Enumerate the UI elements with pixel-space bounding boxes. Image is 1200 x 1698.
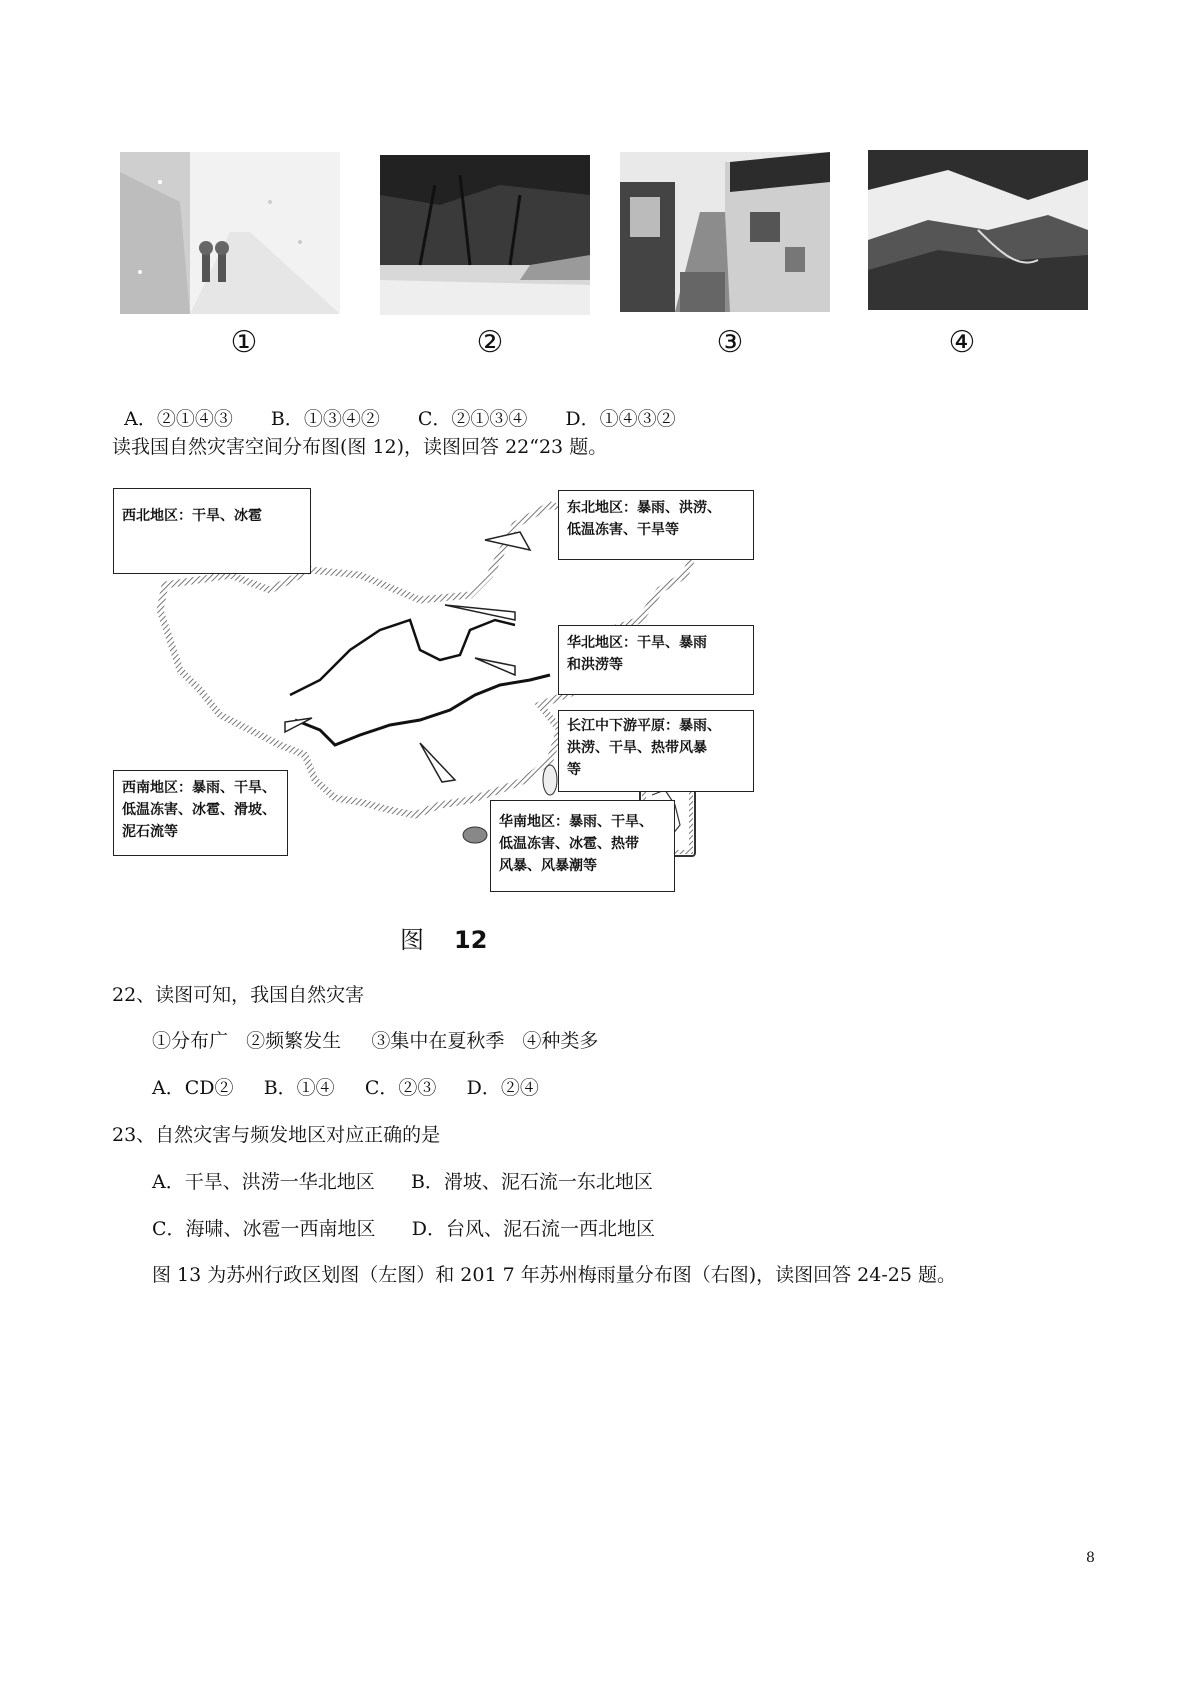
photo-label-4: ④ [948, 325, 976, 360]
callout-yangtze [558, 710, 754, 792]
q21-option-b-text: ①③④② [303, 408, 380, 430]
photo-2-palm-beach [380, 155, 590, 315]
photo-label-2: ② [476, 325, 504, 360]
q21-option-b-letter: B． [270, 408, 304, 430]
q21-option-c-text: ②①③④ [451, 408, 528, 430]
photo-4-mountains [868, 150, 1088, 310]
callout-south-line2: 低温冻害、冰雹、热带 [499, 836, 639, 852]
q22-stem: 22、读图可知，我国自然灾害 [112, 984, 365, 1006]
figure-caption-char: 图 [400, 926, 424, 954]
callout-southwest-line2: 低温冻害、冰雹、滑坡、 [122, 802, 276, 818]
q21-option-c-letter: C． [417, 408, 452, 430]
q21-option-a-text: ②①④③ [156, 408, 233, 430]
callout-northeast [558, 490, 754, 560]
photo-label-1: ① [230, 325, 258, 360]
photo-label-3: ③ [716, 325, 744, 360]
q22-options: A．CD② B．①④ C．②③ D．②④ [152, 1077, 539, 1099]
callout-south-line3: 风暴、风暴潮等 [499, 858, 597, 874]
callout-yangtze-line3: 等 [567, 762, 581, 778]
callout-northeast-line2: 低温冻害、干旱等 [567, 522, 679, 538]
page-number: 8 [1086, 1550, 1095, 1566]
callout-south-china [490, 800, 675, 892]
callout-south-line1: 华南地区：暴雨、干旱、 [499, 814, 653, 830]
callout-southwest-line3: 泥石流等 [122, 824, 178, 840]
callout-northwest-text: 西北地区：干旱、冰雹 [122, 508, 262, 524]
callout-southwest [113, 770, 288, 856]
figure-caption-number: 12 [454, 926, 488, 954]
q23-options-row1: A．干旱、洪涝一华北地区 B．滑坡、泥石流一东北地区 [152, 1171, 653, 1193]
callout-north-line2: 和洪涝等 [567, 657, 623, 673]
q21-option-d-text: ①④③② [599, 408, 676, 430]
callout-northwest [113, 488, 311, 574]
q23-stem: 23、自然灾害与频发地区对应正确的是 [112, 1124, 441, 1146]
q21-option-a-letter: A． [124, 408, 157, 430]
callout-yangtze-line2: 洪涝、干旱、热带风暴 [567, 740, 707, 756]
callout-north-line1: 华北地区：干旱、暴雨 [567, 635, 707, 651]
photo-3-water-town [620, 152, 830, 312]
q21-option-d-letter: D． [565, 408, 600, 430]
q22-statements: ①分布广 ②频繁发生 ③集中在夏秋季 ④种类多 [152, 1030, 599, 1052]
q21-options [112, 382, 676, 431]
callout-northeast-line1: 东北地区：暴雨、洪涝、 [567, 500, 721, 516]
callout-north-china [558, 625, 754, 695]
callout-southwest-line1: 西南地区：暴雨、干旱、 [122, 780, 276, 796]
q24-intro: 图 13 为苏州行政区划图（左图）和 201 7 年苏州梅雨量分布图（右图)，读图回答 24-25 题。 [152, 1264, 956, 1286]
q23-options-row2: C．海啸、冰雹一西南地区 D．台风、泥石流一西北地区 [152, 1218, 656, 1240]
intro-text: 读我国自然灾害空间分布图(图 12)，读图回答 22“23 题。 [112, 436, 608, 458]
photo-1-snow [120, 152, 340, 314]
callout-yangtze-line1: 长江中下游平原：暴雨、 [567, 718, 721, 734]
figure-caption [400, 920, 487, 955]
